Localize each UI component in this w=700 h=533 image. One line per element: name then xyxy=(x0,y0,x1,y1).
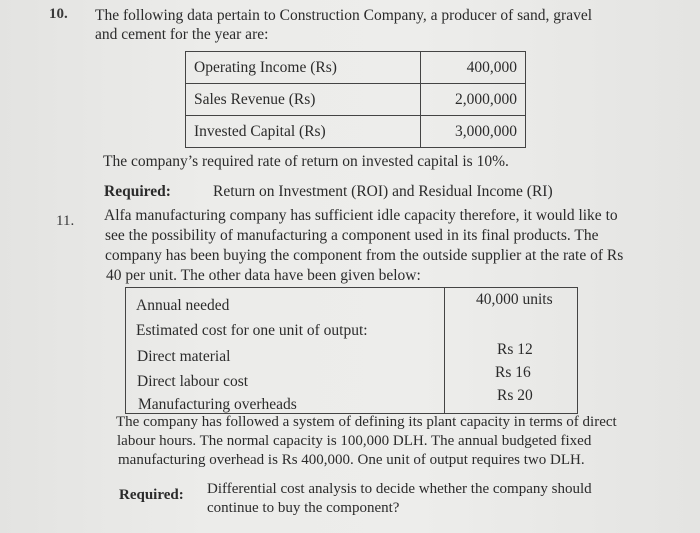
table-row xyxy=(186,84,526,116)
overheads-label: Manufacturing overheads xyxy=(138,396,297,413)
q11-required-line-1: Differential cost analysis to decide whether the company should xyxy=(207,481,592,497)
estimated-cost-label: Estimated cost for one unit of output: xyxy=(136,322,368,339)
annual-needed-value: 40,000 units xyxy=(476,291,553,308)
q10-required-text: Return on Investment (ROI) and Residual Income (RI) xyxy=(213,183,553,200)
table-cell-value: 2,000,000 xyxy=(421,84,526,116)
q11-after-line-3: manufacturing overhead is Rs 400,000. One unit of output requires two DLH. xyxy=(118,452,585,468)
q11-paragraph-line-3: company has been buying the component from the outside supplier at the rate of Rs xyxy=(105,247,624,264)
table-cell-value: 400,000 xyxy=(421,52,526,84)
direct-material-label: Direct material xyxy=(137,348,231,365)
annual-needed-label: Annual needed xyxy=(136,297,230,314)
q11-paragraph-line-4: 40 per unit. The other data have been given below: xyxy=(106,267,421,284)
q11-required-line-2: continue to buy the component? xyxy=(207,500,400,516)
table-row xyxy=(186,52,526,84)
overheads-value: Rs 20 xyxy=(497,387,533,404)
q11-after-line-1: The company has followed a system of defining its plant capacity in terms of direct xyxy=(116,414,617,430)
table-cell-label: Invested Capital (Rs) xyxy=(186,116,421,148)
q11-cost-table xyxy=(125,287,578,414)
q11-paragraph-line-2: see the possibility of manufacturing a component used in its final products. The xyxy=(105,227,599,244)
table-cell-value: 3,000,000 xyxy=(421,116,526,148)
q10-intro-line-1: The following data pertain to Construction Company, a producer of sand, gravel xyxy=(95,7,593,24)
q11-required-label: Required: xyxy=(119,487,184,503)
direct-material-value: Rs 12 xyxy=(497,341,533,358)
question-10-number: 10. xyxy=(49,6,68,22)
q10-data-table xyxy=(185,51,526,148)
table-row xyxy=(186,116,526,148)
q11-paragraph-line-1: Alfa manufacturing company has sufficient idle capacity therefore, it would like to xyxy=(104,207,618,224)
direct-labour-label: Direct labour cost xyxy=(137,373,249,390)
question-11-number: 11. xyxy=(56,213,75,229)
direct-labour-value: Rs 16 xyxy=(495,364,531,381)
table-divider xyxy=(444,288,445,413)
q10-rate-text: The company’s required rate of return on invested capital is 10%. xyxy=(103,153,509,170)
q10-required-label: Required: xyxy=(104,183,171,200)
q11-after-line-2: labour hours. The normal capacity is 100,000 DLH. The annual budgeted fixed xyxy=(117,433,592,449)
q10-intro-line-2: and cement for the year are: xyxy=(95,26,269,43)
table-cell-label: Operating Income (Rs) xyxy=(186,52,421,84)
table-cell-label: Sales Revenue (Rs) xyxy=(186,84,421,116)
